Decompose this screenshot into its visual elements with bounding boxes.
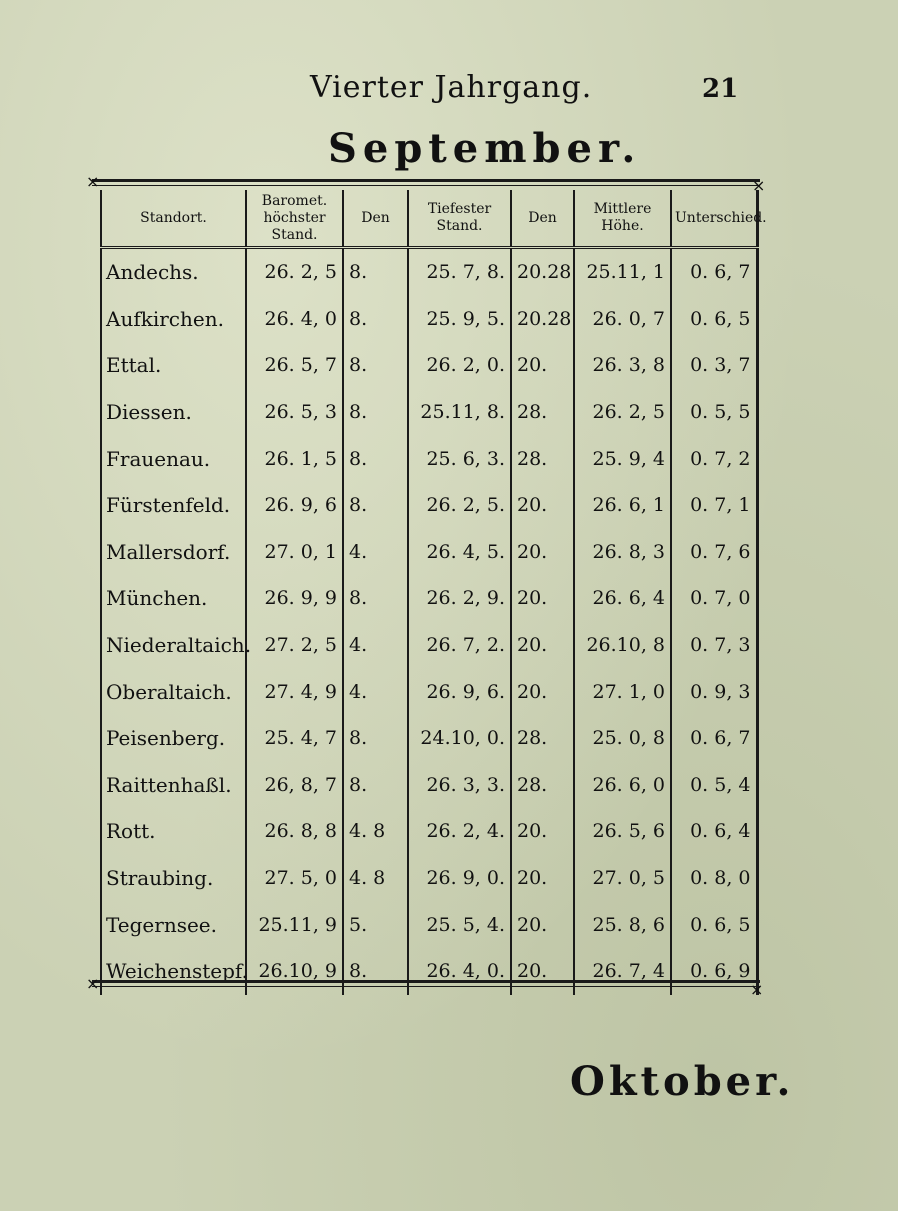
cell-mittlere-hoehe: 26. 5, 6 bbox=[574, 808, 671, 855]
header-standort: Standort. bbox=[101, 190, 246, 248]
cell-unterschied: 0. 7, 6 bbox=[671, 529, 757, 576]
cell-station-name: Tegernsee. bbox=[101, 901, 246, 948]
rule-end-mark-right-bottom: × bbox=[750, 980, 764, 999]
cell-hoechster-stand: 27. 2, 5 bbox=[246, 622, 343, 669]
cell-den-tief: 20. bbox=[511, 668, 574, 715]
cell-station-name: Weichenstepf. bbox=[101, 948, 246, 995]
cell-hoechster-stand: 26. 9, 9 bbox=[246, 575, 343, 622]
cell-mittlere-hoehe: 26. 3, 8 bbox=[574, 342, 671, 389]
cell-hoechster-stand: 26. 5, 7 bbox=[246, 342, 343, 389]
cell-mittlere-hoehe: 26. 6, 0 bbox=[574, 762, 671, 809]
table-row bbox=[101, 248, 757, 296]
bottom-rule bbox=[92, 980, 760, 987]
cell-den-tief: 28. bbox=[511, 389, 574, 436]
cell-den-hoch: 8. bbox=[343, 248, 408, 296]
cell-den-tief: 20. bbox=[511, 855, 574, 902]
cell-mittlere-hoehe: 26. 2, 5 bbox=[574, 389, 671, 436]
cell-station-name: Ettal. bbox=[101, 342, 246, 389]
cell-station-name: Mallersdorf. bbox=[101, 529, 246, 576]
cell-unterschied: 0. 6, 5 bbox=[671, 901, 757, 948]
cell-hoechster-stand: 26. 9, 6 bbox=[246, 482, 343, 529]
cell-station-name: Peisenberg. bbox=[101, 715, 246, 762]
cell-den-hoch: 8. bbox=[343, 948, 408, 995]
header-den-1: Den bbox=[343, 190, 408, 248]
header-den-2: Den bbox=[511, 190, 574, 248]
running-head: Vierter Jahrgang. bbox=[310, 70, 593, 105]
table-row bbox=[101, 575, 757, 622]
cell-mittlere-hoehe: 25. 0, 8 bbox=[574, 715, 671, 762]
cell-unterschied: 0. 7, 2 bbox=[671, 435, 757, 482]
barometer-table bbox=[100, 190, 767, 995]
cell-den-hoch: 8. bbox=[343, 575, 408, 622]
month-title: September. bbox=[328, 125, 642, 172]
cell-den-hoch: 4. bbox=[343, 622, 408, 669]
cell-den-tief: 20.28 bbox=[511, 248, 574, 296]
table-header-row bbox=[101, 190, 757, 248]
cell-den-tief: 28. bbox=[511, 715, 574, 762]
cell-den-hoch: 5. bbox=[343, 901, 408, 948]
cell-tiefester-stand: 25. 9, 5. bbox=[408, 296, 511, 343]
table-row bbox=[101, 435, 757, 482]
cell-hoechster-stand: 25. 4, 7 bbox=[246, 715, 343, 762]
cell-unterschied: 0. 5, 5 bbox=[671, 389, 757, 436]
cell-den-hoch: 8. bbox=[343, 762, 408, 809]
cell-den-tief: 20. bbox=[511, 948, 574, 995]
cell-unterschied: 0. 6, 5 bbox=[671, 296, 757, 343]
cell-unterschied: 0. 7, 1 bbox=[671, 482, 757, 529]
table-row bbox=[101, 762, 757, 809]
cell-station-name: Frauenau. bbox=[101, 435, 246, 482]
next-month-title: Oktober. bbox=[570, 1058, 795, 1105]
table-row bbox=[101, 389, 757, 436]
cell-hoechster-stand: 26, 8, 7 bbox=[246, 762, 343, 809]
cell-tiefester-stand: 25.11, 8. bbox=[408, 389, 511, 436]
cell-tiefester-stand: 26. 3, 3. bbox=[408, 762, 511, 809]
cell-tiefester-stand: 24.10, 0. bbox=[408, 715, 511, 762]
cell-tiefester-stand: 25. 5, 4. bbox=[408, 901, 511, 948]
rule-end-mark-right-top: × bbox=[752, 176, 766, 195]
cell-unterschied: 0. 5, 4 bbox=[671, 762, 757, 809]
rule-end-mark-left-top: × bbox=[86, 172, 100, 191]
header-mittlere-hoehe: Mittlere Höhe. bbox=[574, 190, 671, 248]
top-rule bbox=[92, 179, 760, 186]
cell-tiefester-stand: 26. 2, 0. bbox=[408, 342, 511, 389]
cell-station-name: Raittenhaßl. bbox=[101, 762, 246, 809]
table-row bbox=[101, 668, 757, 715]
cell-den-hoch: 8. bbox=[343, 715, 408, 762]
cell-hoechster-stand: 27. 5, 0 bbox=[246, 855, 343, 902]
cell-tiefester-stand: 26. 2, 9. bbox=[408, 575, 511, 622]
cell-station-name: Aufkirchen. bbox=[101, 296, 246, 343]
table-row bbox=[101, 529, 757, 576]
cell-tiefester-stand: 26. 9, 0. bbox=[408, 855, 511, 902]
cell-hoechster-stand: 26. 5, 3 bbox=[246, 389, 343, 436]
cell-tiefester-stand: 25. 7, 8. bbox=[408, 248, 511, 296]
table-body bbox=[101, 248, 757, 995]
cell-mittlere-hoehe: 26. 6, 4 bbox=[574, 575, 671, 622]
cell-hoechster-stand: 26. 1, 5 bbox=[246, 435, 343, 482]
cell-mittlere-hoehe: 27. 1, 0 bbox=[574, 668, 671, 715]
cell-mittlere-hoehe: 26. 6, 1 bbox=[574, 482, 671, 529]
cell-den-hoch: 8. bbox=[343, 482, 408, 529]
table-row bbox=[101, 622, 757, 669]
cell-den-tief: 20. bbox=[511, 575, 574, 622]
cell-hoechster-stand: 25.11, 9 bbox=[246, 901, 343, 948]
cell-mittlere-hoehe: 25. 8, 6 bbox=[574, 901, 671, 948]
cell-den-hoch: 8. bbox=[343, 342, 408, 389]
cell-den-tief: 20. bbox=[511, 622, 574, 669]
cell-station-name: Diessen. bbox=[101, 389, 246, 436]
header-hoechster-stand: Baromet. höchster Stand. bbox=[246, 190, 343, 248]
cell-den-tief: 20. bbox=[511, 482, 574, 529]
cell-den-tief: 20. bbox=[511, 808, 574, 855]
cell-unterschied: 0. 6, 4 bbox=[671, 808, 757, 855]
page-number: 21 bbox=[702, 74, 739, 104]
cell-hoechster-stand: 26.10, 9 bbox=[246, 948, 343, 995]
cell-mittlere-hoehe: 27. 0, 5 bbox=[574, 855, 671, 902]
cell-den-tief: 28. bbox=[511, 435, 574, 482]
cell-hoechster-stand: 27. 4, 9 bbox=[246, 668, 343, 715]
cell-hoechster-stand: 26. 4, 0 bbox=[246, 296, 343, 343]
cell-den-hoch: 4. 8 bbox=[343, 808, 408, 855]
table-row bbox=[101, 948, 757, 995]
cell-hoechster-stand: 26. 8, 8 bbox=[246, 808, 343, 855]
cell-tiefester-stand: 26. 4, 0. bbox=[408, 948, 511, 995]
cell-tiefester-stand: 25. 6, 3. bbox=[408, 435, 511, 482]
cell-tiefester-stand: 26. 2, 5. bbox=[408, 482, 511, 529]
cell-den-hoch: 8. bbox=[343, 389, 408, 436]
header-tiefester-stand: Tiefester Stand. bbox=[408, 190, 511, 248]
cell-mittlere-hoehe: 26.10, 8 bbox=[574, 622, 671, 669]
cell-unterschied: 0. 8, 0 bbox=[671, 855, 757, 902]
cell-mittlere-hoehe: 25. 9, 4 bbox=[574, 435, 671, 482]
cell-station-name: Fürstenfeld. bbox=[101, 482, 246, 529]
cell-den-tief: 20. bbox=[511, 529, 574, 576]
table-row bbox=[101, 342, 757, 389]
cell-unterschied: 0. 6, 7 bbox=[671, 715, 757, 762]
cell-den-hoch: 4. 8 bbox=[343, 855, 408, 902]
cell-den-tief: 20. bbox=[511, 901, 574, 948]
cell-station-name: Oberaltaich. bbox=[101, 668, 246, 715]
cell-den-hoch: 8. bbox=[343, 296, 408, 343]
cell-unterschied: 0. 9, 3 bbox=[671, 668, 757, 715]
header-unterschied: Unterschied. bbox=[671, 190, 757, 248]
cell-unterschied: 0. 7, 0 bbox=[671, 575, 757, 622]
table-row bbox=[101, 715, 757, 762]
cell-tiefester-stand: 26. 2, 4. bbox=[408, 808, 511, 855]
cell-mittlere-hoehe: 25.11, 1 bbox=[574, 248, 671, 296]
cell-tiefester-stand: 26. 9, 6. bbox=[408, 668, 511, 715]
cell-mittlere-hoehe: 26. 8, 3 bbox=[574, 529, 671, 576]
cell-unterschied: 0. 6, 9 bbox=[671, 948, 757, 995]
cell-hoechster-stand: 27. 0, 1 bbox=[246, 529, 343, 576]
cell-mittlere-hoehe: 26. 7, 4 bbox=[574, 948, 671, 995]
cell-hoechster-stand: 26. 2, 5 bbox=[246, 248, 343, 296]
cell-den-tief: 20. bbox=[511, 342, 574, 389]
table-row bbox=[101, 901, 757, 948]
cell-den-hoch: 4. bbox=[343, 668, 408, 715]
cell-unterschied: 0. 6, 7 bbox=[671, 248, 757, 296]
cell-den-hoch: 4. bbox=[343, 529, 408, 576]
cell-den-hoch: 8. bbox=[343, 435, 408, 482]
table-row bbox=[101, 808, 757, 855]
cell-den-tief: 28. bbox=[511, 762, 574, 809]
cell-den-tief: 20.28 bbox=[511, 296, 574, 343]
rule-end-mark-left-bottom: × bbox=[86, 974, 100, 993]
table-row bbox=[101, 855, 757, 902]
table-row bbox=[101, 296, 757, 343]
cell-station-name: Rott. bbox=[101, 808, 246, 855]
cell-station-name: München. bbox=[101, 575, 246, 622]
table-row bbox=[101, 482, 757, 529]
cell-station-name: Straubing. bbox=[101, 855, 246, 902]
cell-mittlere-hoehe: 26. 0, 7 bbox=[574, 296, 671, 343]
cell-tiefester-stand: 26. 4, 5. bbox=[408, 529, 511, 576]
cell-unterschied: 0. 7, 3 bbox=[671, 622, 757, 669]
cell-station-name: Niederaltaich. bbox=[101, 622, 246, 669]
cell-tiefester-stand: 26. 7, 2. bbox=[408, 622, 511, 669]
cell-station-name: Andechs. bbox=[101, 248, 246, 296]
cell-unterschied: 0. 3, 7 bbox=[671, 342, 757, 389]
